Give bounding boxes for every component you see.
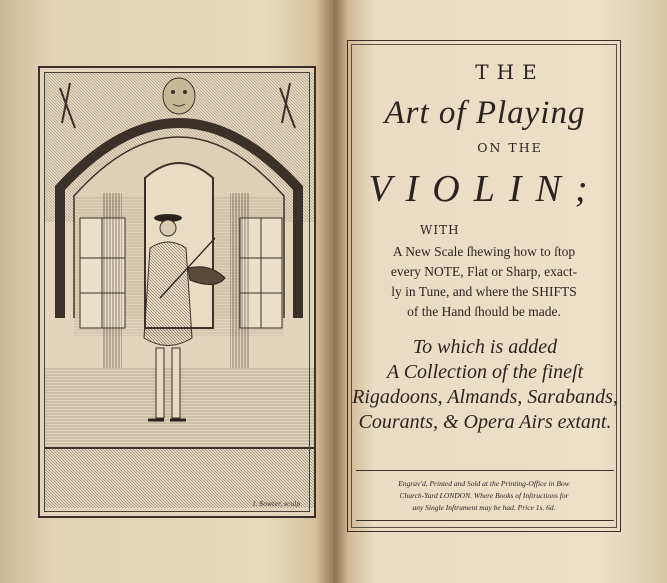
added-line: Rigadoons, Almands, Sarabands, [352, 386, 618, 408]
description-line: A New Scale ſhewing how to ſtop [392, 244, 576, 259]
title-art-of-playing: Art of Playing [384, 95, 586, 131]
added-line: Courants, & Opera Airs extant. [358, 411, 612, 433]
engraver-signature: I. Sowter, sculp. [253, 501, 302, 508]
description-line: every NOTE, Flat or Sharp, exact- [390, 264, 578, 279]
imprint-block [351, 478, 617, 514]
title-violin: VIOLIN; [368, 168, 602, 210]
added-collection-block [352, 335, 618, 435]
frontispiece-plate [38, 66, 316, 518]
imprint-line: any Single Inſtrument may be had. Price 1s. 6d. [412, 503, 556, 512]
plate-border [44, 72, 310, 512]
book-gutter [318, 0, 348, 583]
description-line: of the Hand ſhould be made. [407, 304, 561, 319]
imprint-rule-bottom [356, 520, 614, 521]
added-line: A Collection of the fineſt [386, 361, 584, 383]
title-with: WITH [420, 223, 460, 237]
description-line: ly in Tune, and where the SHIFTS [391, 284, 577, 299]
description-block [349, 242, 619, 322]
imprint-line: Church-Yard LONDON. Where Books of Inſtructions for [399, 491, 569, 500]
imprint-rule-top [356, 470, 614, 471]
imprint-line: Engrav'd, Printed and Sold at the Printing-Office in Bow [398, 479, 570, 488]
title-the: THE [475, 60, 545, 84]
title-on-the: ON THE [477, 140, 543, 155]
added-line: To which is added [412, 336, 558, 358]
